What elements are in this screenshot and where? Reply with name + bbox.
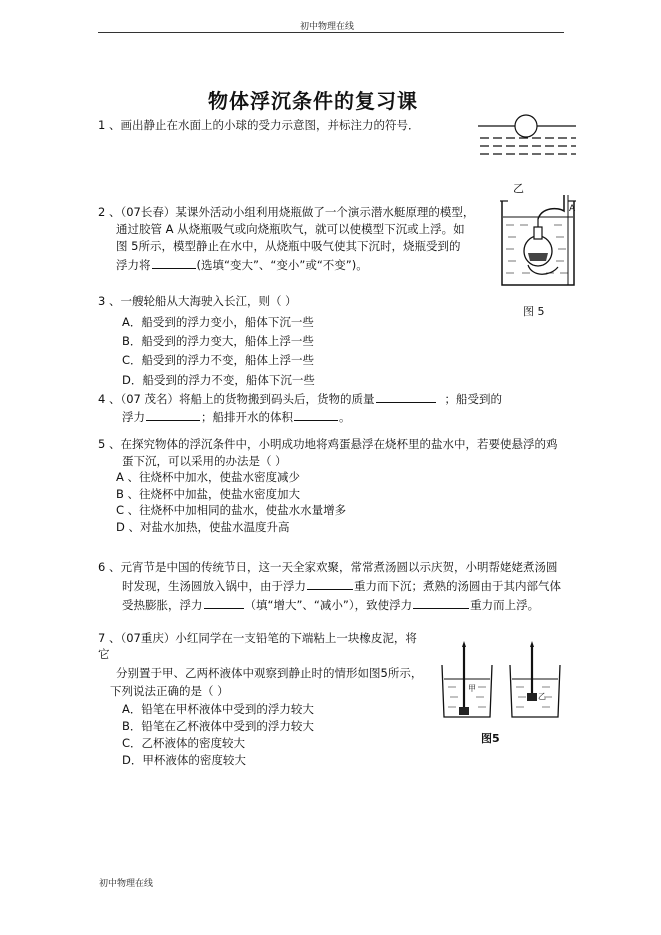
question-6-line1: 6 、元宵节是中国的传统节日，这一天全家欢聚，常常煮汤圆以示庆贺，小明帮姥姥煮汤圆	[98, 560, 558, 574]
question-4-line1	[98, 390, 502, 407]
question-7-option-a[interactable]: A．铅笔在甲杯液体中受到的浮力较大	[122, 702, 314, 716]
question-7-line1-wrap: 它	[98, 647, 110, 661]
q7-beakers-figure	[438, 647, 568, 719]
q2-figure-caption: 图 5	[523, 305, 545, 318]
question-4-blank-1[interactable]	[376, 390, 436, 403]
question-3-stem: 3 、一艘轮船从大海驶入长江，则（ ）	[98, 294, 297, 308]
question-5-option-d[interactable]: D 、对盐水加热，使盐水温度升高	[116, 520, 290, 534]
question-2-line1: 2 、（07长春）某课外活动小组利用烧瓶做了一个演示潜水艇原理的模型，	[98, 205, 475, 219]
question-5-option-a[interactable]: A 、往烧杯中加水，使盐水密度减少	[116, 470, 301, 484]
question-7-line2: 分别置于甲、乙两杯液体中观察到静止时的情形如图5所示，	[116, 666, 423, 680]
question-4-line2	[122, 408, 351, 425]
question-6-blank-1[interactable]	[307, 577, 353, 590]
question-6-line2-end: 重力而下沉；煮熟的汤圆由于其内部气体	[354, 579, 561, 593]
page-footer: 初中物理在线	[99, 879, 154, 889]
question-4-line2-end: 。	[339, 410, 351, 424]
question-3-option-b[interactable]: B．船受到的浮力变大，船体上浮一些	[122, 334, 314, 348]
question-3-option-a[interactable]: A．船受到的浮力变小，船体下沉一些	[122, 315, 314, 329]
question-7-option-d[interactable]: D．甲杯液体的密度较大	[122, 753, 246, 767]
question-6-line2	[122, 577, 561, 594]
question-4-line2-mid: ；船排开水的体积	[201, 410, 293, 424]
q7-figure-label-yi: 乙	[538, 692, 546, 701]
q7-figure-label-jia: 甲	[468, 684, 476, 693]
question-4-blank-3[interactable]	[294, 408, 338, 421]
page-title: 物体浮沉条件的复习课	[208, 89, 418, 113]
question-6-line3	[122, 596, 539, 613]
question-7-option-b[interactable]: B．铅笔在乙杯液体中受到的浮力较大	[122, 719, 314, 733]
question-6-line3-end: 重力而上浮。	[470, 598, 540, 612]
header-rule	[98, 32, 564, 33]
question-5-option-c[interactable]: C 、往烧杯中加相同的盐水，使盐水水量增多	[116, 503, 347, 517]
page-header: 初中物理在线	[300, 22, 355, 32]
question-2-line4-start: 浮力将	[116, 258, 151, 272]
question-3-option-d[interactable]: D．船受到的浮力不变，船体下沉一些	[122, 373, 315, 387]
question-4-line1-end: ；船受到的	[444, 392, 503, 406]
q1-ball-figure	[478, 112, 578, 157]
q2-figure-top-label: 乙	[513, 182, 524, 195]
question-2-blank[interactable]	[152, 256, 196, 269]
q2-figure-tube-label: A	[569, 204, 576, 214]
question-7-line1: 7 、（07重庆）小红同学在一支铅笔的下端粘上一块橡皮泥，将	[98, 631, 417, 645]
question-2-line2: 通过胶管 A 从烧瓶吸气或向烧瓶吹气，就可以使模型下沉或上浮。如	[116, 222, 465, 236]
question-6-line3-mid: （填“增大”、“减小”），致使浮力	[244, 598, 413, 612]
question-6-line2-start: 时发现，生汤圆放入锅中，由于浮力	[122, 579, 306, 593]
question-2-line4	[116, 256, 368, 273]
question-6-blank-2[interactable]	[204, 596, 244, 609]
question-1-text: 1 、画出静止在水面上的小球的受力示意图，并标注力的符号．	[98, 118, 420, 132]
question-3-option-c[interactable]: C．船受到的浮力不变，船体上浮一些	[122, 353, 315, 367]
question-4-line1-start: 4 、（07 茂名）将船上的货物搬到码头后，货物的质量	[98, 392, 375, 406]
question-6-line3-start: 受热膨胀，浮力	[122, 598, 203, 612]
question-7-option-c[interactable]: C．乙杯液体的密度较大	[122, 736, 246, 750]
question-4-line2-start: 浮力	[122, 410, 145, 424]
question-2-line3: 图 5所示，模型静止在水中，从烧瓶中吸气使其下沉时，烧瓶受到的	[116, 239, 461, 253]
question-6-blank-3[interactable]	[413, 596, 469, 609]
question-4-blank-2[interactable]	[146, 408, 200, 421]
question-5-line1: 5 、在探究物体的浮沉条件中，小明成功地将鸡蛋悬浮在烧杯里的盐水中，若要使悬浮的鸡	[98, 437, 558, 451]
question-5-line2: 蛋下沉，可以采用的办法是（ ）	[122, 454, 287, 468]
question-2-line4-end: (选填“变大”、“变小”或“不变”)。	[196, 258, 368, 272]
q7-figure-caption: 图5	[481, 732, 500, 745]
question-5-option-b[interactable]: B 、往烧杯中加盐，使盐水密度加大	[116, 487, 301, 501]
question-7-line3: 下列说法正确的是（ ）	[110, 684, 229, 698]
